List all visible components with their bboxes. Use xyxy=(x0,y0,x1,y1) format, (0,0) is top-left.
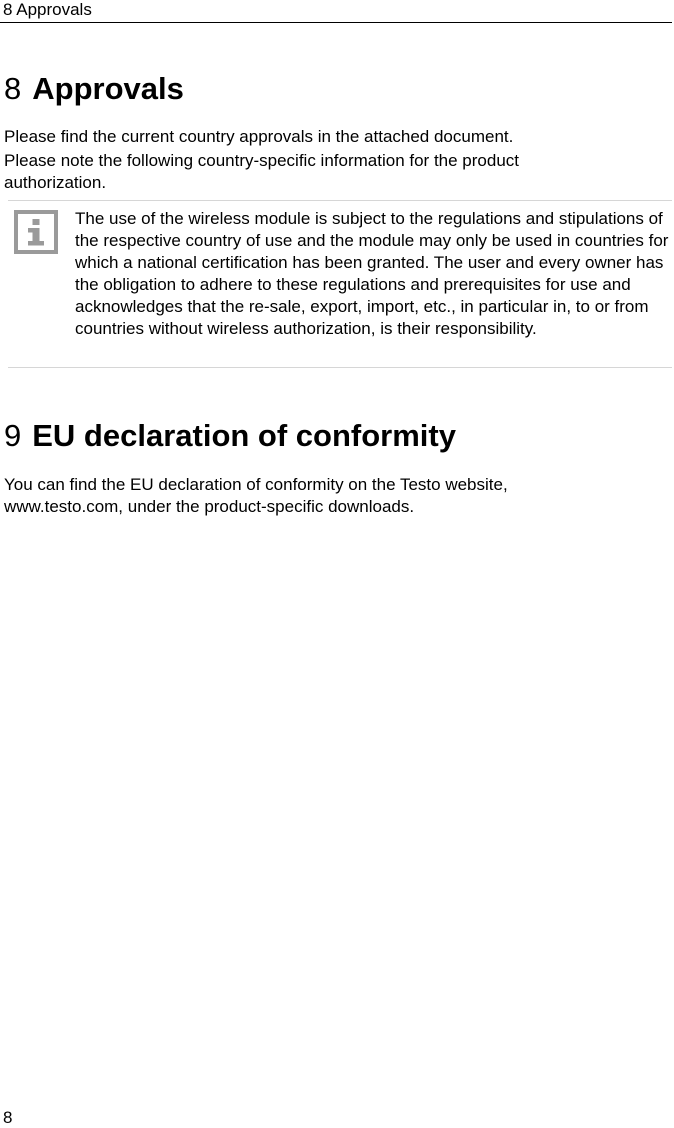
section-title: EU declaration of conformity xyxy=(32,418,456,453)
info-icon xyxy=(13,209,59,255)
approvals-paragraph-1: Please find the current country approvals in the attached document. xyxy=(4,127,514,146)
info-note xyxy=(8,200,672,368)
page-number: 8 xyxy=(3,1108,13,1127)
eu-declaration-paragraph: You can find the EU declaration of conformity on the Testo website, www.testo.com, under the product-specific downloads. xyxy=(4,475,508,516)
section-heading-approvals xyxy=(4,70,184,108)
running-header: 8 Approvals xyxy=(3,0,92,19)
section-heading-eu-declaration xyxy=(4,417,456,455)
info-note-text: The use of the wireless module is subject to the regulations and stipulations of the respective country of use and the module may only be used in countries for which a national certification has been granted. The user and every owner has the obligation to adhere to these regulations and prerequisites for use and acknowledges that the re-sale, export, import, etc., in particular in, to or from countries without wireless authorization, is their responsibility. xyxy=(75,209,669,338)
approvals-paragraph-2: Please note the following country-specific information for the product authorization. xyxy=(4,151,519,192)
section-number: 9 xyxy=(4,418,22,453)
section-title: Approvals xyxy=(32,71,184,106)
section-number: 8 xyxy=(4,71,22,106)
header-divider xyxy=(0,22,672,23)
